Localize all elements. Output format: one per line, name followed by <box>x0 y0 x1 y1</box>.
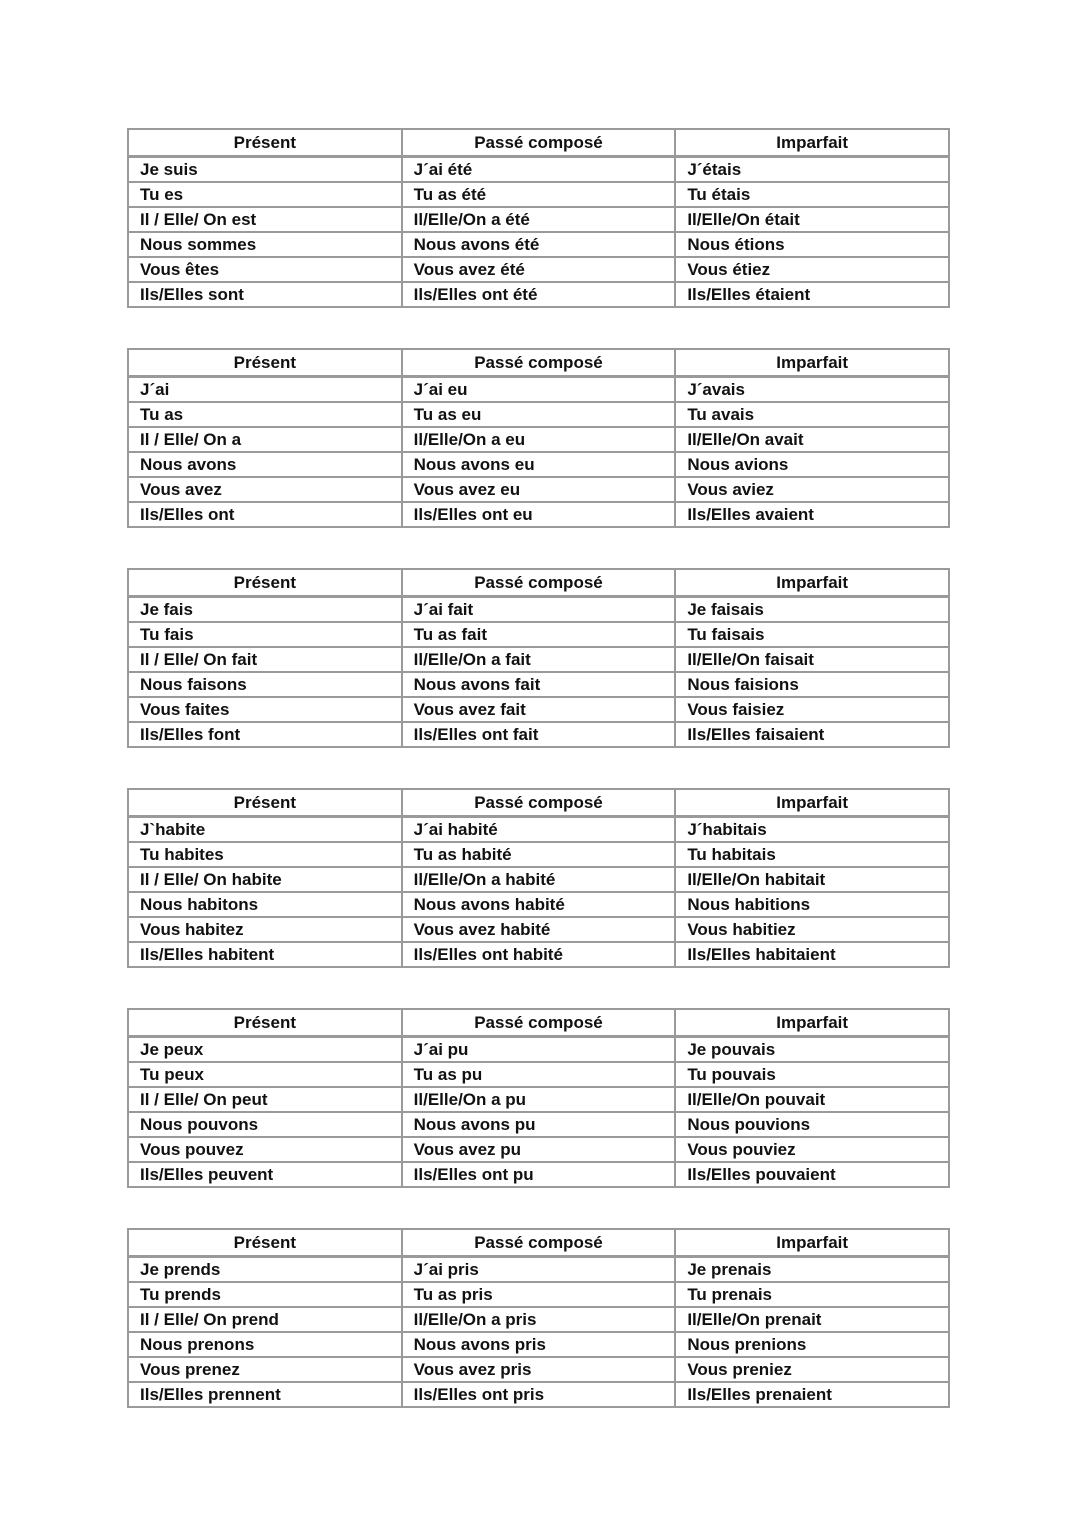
cell-imparfait: Tu étais <box>675 182 949 207</box>
cell-imparfait: Ils/Elles avaient <box>675 502 949 527</box>
column-header-passe-compose: Passé composé <box>402 1009 676 1037</box>
table-row <box>128 452 949 477</box>
cell-present: J´ai <box>128 377 402 403</box>
cell-passe-compose: J´ai eu <box>402 377 676 403</box>
cell-passe-compose: Nous avons eu <box>402 452 676 477</box>
table-row <box>128 1162 949 1187</box>
table-row <box>128 207 949 232</box>
cell-passe-compose: Nous avons fait <box>402 672 676 697</box>
column-header-passe-compose: Passé composé <box>402 1229 676 1257</box>
cell-present: Ils/Elles habitent <box>128 942 402 967</box>
column-header-passe-compose: Passé composé <box>402 129 676 157</box>
cell-present: Nous pouvons <box>128 1112 402 1137</box>
cell-imparfait: Nous pouvions <box>675 1112 949 1137</box>
cell-imparfait: Tu avais <box>675 402 949 427</box>
column-header-imparfait: Imparfait <box>675 1229 949 1257</box>
table-row <box>128 377 949 403</box>
table-row <box>128 647 949 672</box>
cell-imparfait: Vous pouviez <box>675 1137 949 1162</box>
cell-passe-compose: Ils/Elles ont pu <box>402 1162 676 1187</box>
cell-present: Ils/Elles peuvent <box>128 1162 402 1187</box>
column-header-present: Présent <box>128 789 402 817</box>
cell-passe-compose: Ils/Elles ont fait <box>402 722 676 747</box>
cell-passe-compose: Ils/Elles ont pris <box>402 1382 676 1407</box>
cell-present: Tu prends <box>128 1282 402 1307</box>
cell-imparfait: J´étais <box>675 157 949 183</box>
cell-present: Nous avons <box>128 452 402 477</box>
cell-imparfait: Il/Elle/On prenait <box>675 1307 949 1332</box>
table-row <box>128 1382 949 1407</box>
cell-present: Vous êtes <box>128 257 402 282</box>
cell-passe-compose: J´ai été <box>402 157 676 183</box>
cell-passe-compose: Nous avons pu <box>402 1112 676 1137</box>
cell-present: Nous sommes <box>128 232 402 257</box>
cell-passe-compose: Tu as fait <box>402 622 676 647</box>
conjugation-table <box>127 348 950 528</box>
cell-passe-compose: J´ai pris <box>402 1257 676 1283</box>
cell-passe-compose: Tu as pu <box>402 1062 676 1087</box>
cell-imparfait: Je prenais <box>675 1257 949 1283</box>
cell-imparfait: Ils/Elles faisaient <box>675 722 949 747</box>
conjugation-table <box>127 788 950 968</box>
table-row <box>128 1087 949 1112</box>
table-row <box>128 697 949 722</box>
cell-imparfait: J´avais <box>675 377 949 403</box>
cell-passe-compose: J´ai fait <box>402 597 676 623</box>
cell-present: Tu as <box>128 402 402 427</box>
table-row <box>128 257 949 282</box>
column-header-passe-compose: Passé composé <box>402 349 676 377</box>
cell-imparfait: Ils/Elles pouvaient <box>675 1162 949 1187</box>
cell-imparfait: Nous faisions <box>675 672 949 697</box>
cell-imparfait: Vous preniez <box>675 1357 949 1382</box>
cell-present: Vous prenez <box>128 1357 402 1382</box>
table-header-row <box>128 1229 949 1257</box>
cell-passe-compose: Tu as été <box>402 182 676 207</box>
cell-imparfait: Tu prenais <box>675 1282 949 1307</box>
table-row <box>128 477 949 502</box>
cell-imparfait: Il/Elle/On avait <box>675 427 949 452</box>
cell-passe-compose: Tu as eu <box>402 402 676 427</box>
cell-present: Nous faisons <box>128 672 402 697</box>
cell-imparfait: Il/Elle/On habitait <box>675 867 949 892</box>
cell-present: Ils/Elles ont <box>128 502 402 527</box>
cell-imparfait: Vous aviez <box>675 477 949 502</box>
cell-passe-compose: Tu as pris <box>402 1282 676 1307</box>
cell-imparfait: Nous prenions <box>675 1332 949 1357</box>
column-header-present: Présent <box>128 129 402 157</box>
table-header-row <box>128 789 949 817</box>
cell-passe-compose: Vous avez habité <box>402 917 676 942</box>
table-header-row <box>128 1009 949 1037</box>
column-header-present: Présent <box>128 569 402 597</box>
cell-imparfait: Ils/Elles habitaient <box>675 942 949 967</box>
cell-passe-compose: Ils/Elles ont été <box>402 282 676 307</box>
column-header-passe-compose: Passé composé <box>402 569 676 597</box>
column-header-imparfait: Imparfait <box>675 129 949 157</box>
cell-present: Tu habites <box>128 842 402 867</box>
column-header-imparfait: Imparfait <box>675 349 949 377</box>
table-row <box>128 597 949 623</box>
cell-passe-compose: Il/Elle/On a fait <box>402 647 676 672</box>
cell-imparfait: Vous habitiez <box>675 917 949 942</box>
cell-imparfait: Ils/Elles étaient <box>675 282 949 307</box>
table-row <box>128 182 949 207</box>
column-header-passe-compose: Passé composé <box>402 789 676 817</box>
cell-present: Nous prenons <box>128 1332 402 1357</box>
cell-imparfait: Tu pouvais <box>675 1062 949 1087</box>
table-header-row <box>128 569 949 597</box>
cell-present: Vous avez <box>128 477 402 502</box>
cell-imparfait: J´habitais <box>675 817 949 843</box>
cell-present: Ils/Elles font <box>128 722 402 747</box>
cell-present: Il / Elle/ On fait <box>128 647 402 672</box>
cell-present: Il / Elle/ On peut <box>128 1087 402 1112</box>
table-row <box>128 817 949 843</box>
table-row <box>128 672 949 697</box>
cell-passe-compose: J´ai habité <box>402 817 676 843</box>
table-row <box>128 892 949 917</box>
cell-imparfait: Nous habitions <box>675 892 949 917</box>
cell-imparfait: Vous faisiez <box>675 697 949 722</box>
cell-imparfait: Tu faisais <box>675 622 949 647</box>
table-row <box>128 1037 949 1063</box>
table-header-row <box>128 129 949 157</box>
cell-passe-compose: Nous avons habité <box>402 892 676 917</box>
table-row <box>128 502 949 527</box>
column-header-present: Présent <box>128 349 402 377</box>
cell-passe-compose: J´ai pu <box>402 1037 676 1063</box>
table-row <box>128 1062 949 1087</box>
cell-passe-compose: Vous avez pu <box>402 1137 676 1162</box>
cell-imparfait: Il/Elle/On faisait <box>675 647 949 672</box>
cell-imparfait: Il/Elle/On était <box>675 207 949 232</box>
conjugation-table <box>127 1008 950 1188</box>
table-row <box>128 157 949 183</box>
table-row <box>128 232 949 257</box>
cell-present: Il / Elle/ On habite <box>128 867 402 892</box>
cell-passe-compose: Ils/Elles ont habité <box>402 942 676 967</box>
cell-passe-compose: Ils/Elles ont eu <box>402 502 676 527</box>
cell-passe-compose: Il/Elle/On a eu <box>402 427 676 452</box>
cell-imparfait: Nous étions <box>675 232 949 257</box>
cell-imparfait: Je faisais <box>675 597 949 623</box>
cell-passe-compose: Vous avez fait <box>402 697 676 722</box>
cell-passe-compose: Il/Elle/On a été <box>402 207 676 232</box>
table-row <box>128 917 949 942</box>
table-row <box>128 1307 949 1332</box>
cell-present: Ils/Elles prennent <box>128 1382 402 1407</box>
cell-present: Je suis <box>128 157 402 183</box>
cell-present: Vous faites <box>128 697 402 722</box>
table-row <box>128 867 949 892</box>
table-row <box>128 1332 949 1357</box>
table-row <box>128 622 949 647</box>
table-row <box>128 942 949 967</box>
cell-passe-compose: Vous avez été <box>402 257 676 282</box>
conjugation-tables <box>127 128 950 1448</box>
conjugation-table <box>127 1228 950 1408</box>
table-header-row <box>128 349 949 377</box>
table-row <box>128 1112 949 1137</box>
conjugation-table <box>127 128 950 308</box>
cell-present: Vous habitez <box>128 917 402 942</box>
cell-passe-compose: Il/Elle/On a pris <box>402 1307 676 1332</box>
table-row <box>128 282 949 307</box>
column-header-present: Présent <box>128 1229 402 1257</box>
cell-present: J`habite <box>128 817 402 843</box>
cell-present: Ils/Elles sont <box>128 282 402 307</box>
cell-present: Tu peux <box>128 1062 402 1087</box>
cell-imparfait: Vous étiez <box>675 257 949 282</box>
cell-imparfait: Tu habitais <box>675 842 949 867</box>
cell-present: Tu fais <box>128 622 402 647</box>
column-header-imparfait: Imparfait <box>675 1009 949 1037</box>
cell-present: Tu es <box>128 182 402 207</box>
conjugation-table <box>127 568 950 748</box>
cell-passe-compose: Il/Elle/On a pu <box>402 1087 676 1112</box>
table-row <box>128 842 949 867</box>
cell-present: Je fais <box>128 597 402 623</box>
cell-present: Il / Elle/ On prend <box>128 1307 402 1332</box>
column-header-present: Présent <box>128 1009 402 1037</box>
cell-passe-compose: Vous avez eu <box>402 477 676 502</box>
column-header-imparfait: Imparfait <box>675 569 949 597</box>
cell-present: Il / Elle/ On a <box>128 427 402 452</box>
cell-passe-compose: Tu as habité <box>402 842 676 867</box>
cell-present: Il / Elle/ On est <box>128 207 402 232</box>
cell-imparfait: Ils/Elles prenaient <box>675 1382 949 1407</box>
column-header-imparfait: Imparfait <box>675 789 949 817</box>
cell-passe-compose: Il/Elle/On a habité <box>402 867 676 892</box>
cell-present: Je peux <box>128 1037 402 1063</box>
cell-passe-compose: Vous avez pris <box>402 1357 676 1382</box>
table-row <box>128 1357 949 1382</box>
cell-present: Je prends <box>128 1257 402 1283</box>
table-row <box>128 1137 949 1162</box>
table-row <box>128 1282 949 1307</box>
table-row <box>128 402 949 427</box>
table-row <box>128 427 949 452</box>
cell-passe-compose: Nous avons pris <box>402 1332 676 1357</box>
cell-imparfait: Je pouvais <box>675 1037 949 1063</box>
cell-present: Vous pouvez <box>128 1137 402 1162</box>
cell-present: Nous habitons <box>128 892 402 917</box>
cell-imparfait: Nous avions <box>675 452 949 477</box>
table-row <box>128 1257 949 1283</box>
cell-imparfait: Il/Elle/On pouvait <box>675 1087 949 1112</box>
cell-passe-compose: Nous avons été <box>402 232 676 257</box>
table-row <box>128 722 949 747</box>
